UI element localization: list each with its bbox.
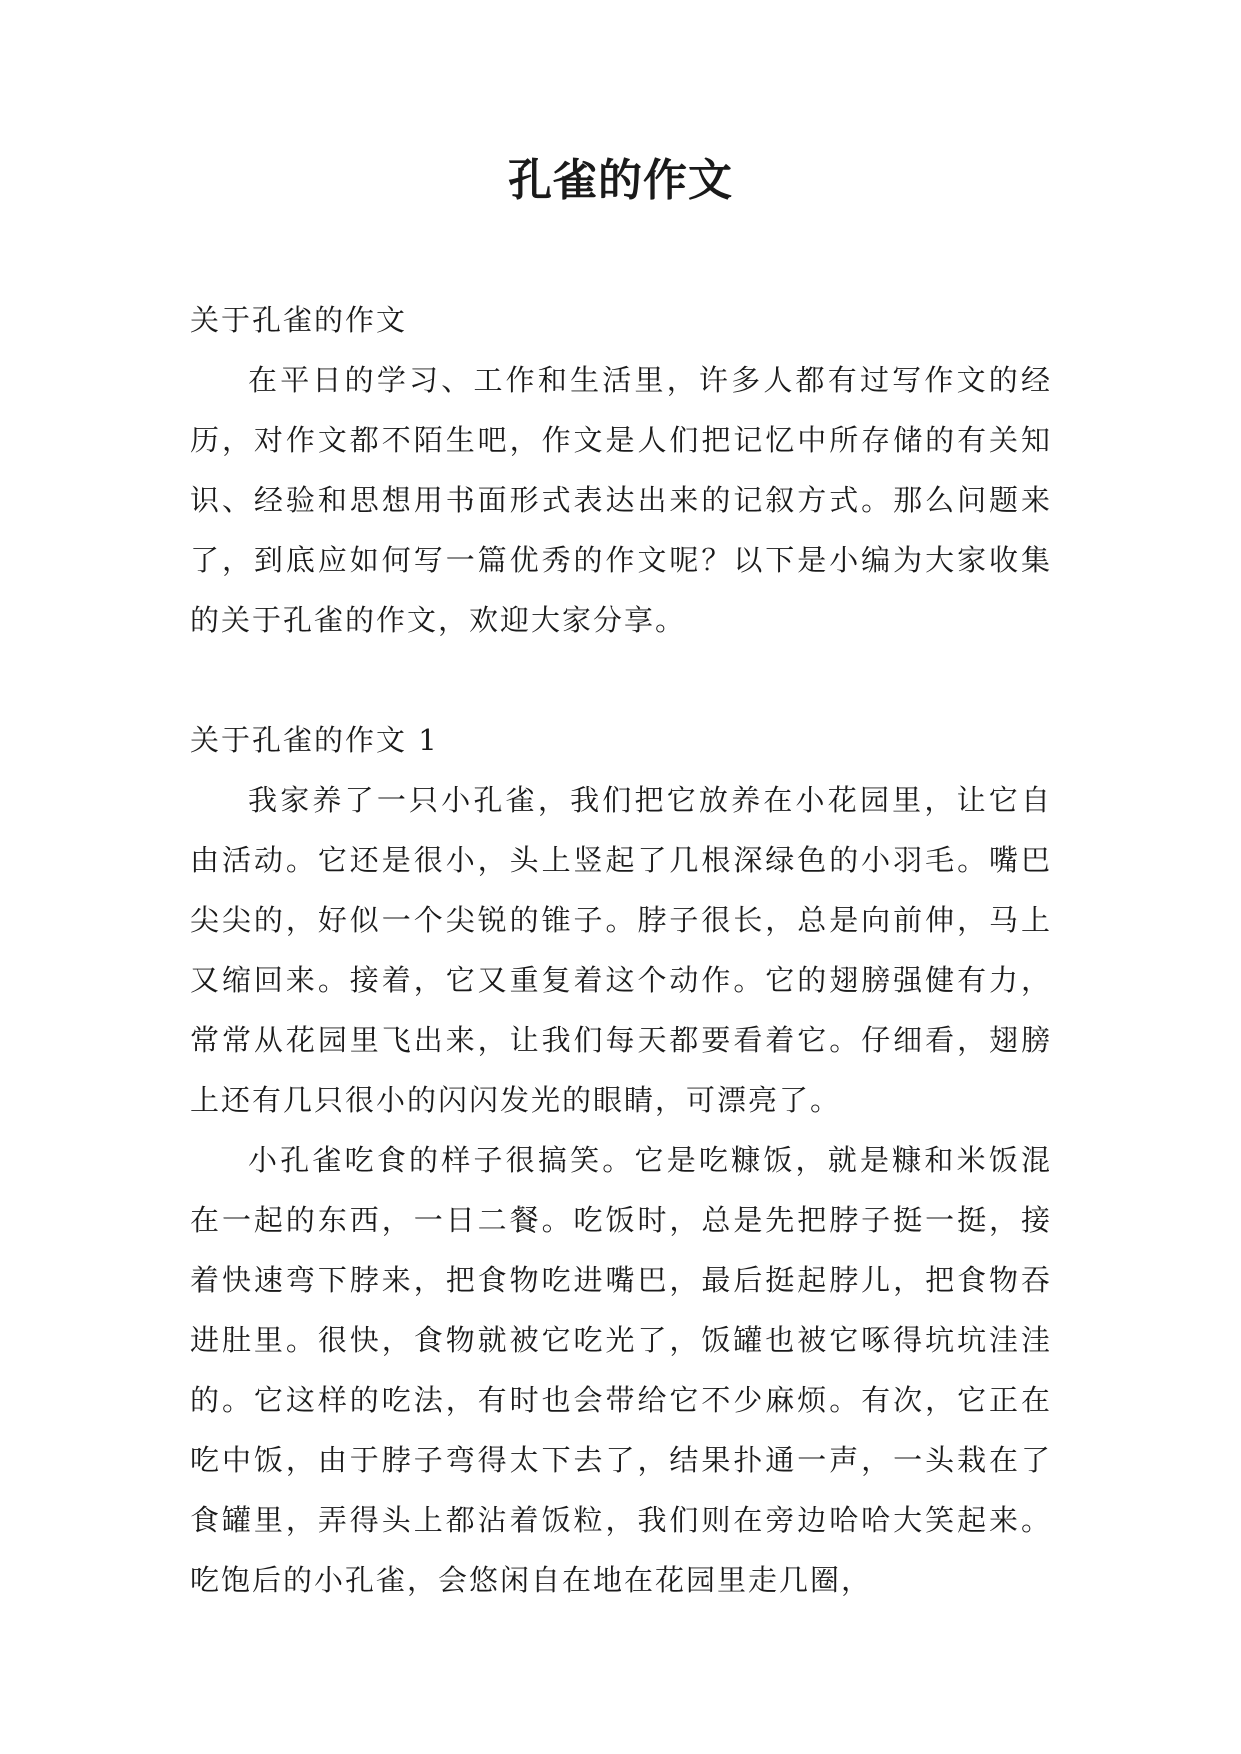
document-body xyxy=(190,290,1052,1610)
section-1-paragraph-1: 我家养了一只小孔雀，我们把它放养在小花园里，让它自由活动。它还是很小，头上竖起了几根深绿色的小羽毛。嘴巴尖尖的，好似一个尖锐的锥子。脖子很长，总是向前伸，马上又缩回来。接着，它又重复着这个动作。它的翅膀强健有力，常常从花园里飞出来，让我们每天都要看着它。仔细看，翅膀上还有几只很小的闪闪发光的眼睛，可漂亮了。 xyxy=(190,783,1052,1117)
section-spacer xyxy=(190,650,1052,710)
intro-paragraph: 在平日的学习、工作和生活里，许多人都有过写作文的经历，对作文都不陌生吧，作文是人们把记忆中所存储的有关知识、经验和思想用书面形式表达出来的记叙方式。那么问题来了，到底应如何写一篇优秀的作文呢？以下是小编为大家收集的关于孔雀的作文，欢迎大家分享。 xyxy=(190,363,1052,637)
section-1-heading: 关于孔雀的作文 1 xyxy=(190,723,439,757)
document-title: 孔雀的作文 xyxy=(508,155,733,206)
section-1-paragraph-2: 小孔雀吃食的样子很搞笑。它是吃糠饭，就是糠和米饭混在一起的东西，一日二餐。吃饭时，总是先把脖子挺一挺，接着快速弯下脖来，把食物吃进嘴巴，最后挺起脖儿，把食物吞进肚里。很快，食物就被它吃光了，饭罐也被它啄得坑坑洼洼的。它这样的吃法，有时也会带给它不少麻烦。有次，它正在吃中饭，由于脖子弯得太下去了，结果扑通一声，一头栽在了食罐里，弄得头上都沾着饭粒，我们则在旁边哈哈大笑起来。吃饱后的小孔雀，会悠闲自在地在花园里走几圈， xyxy=(190,1143,1052,1597)
intro-heading: 关于孔雀的作文 xyxy=(190,303,408,337)
